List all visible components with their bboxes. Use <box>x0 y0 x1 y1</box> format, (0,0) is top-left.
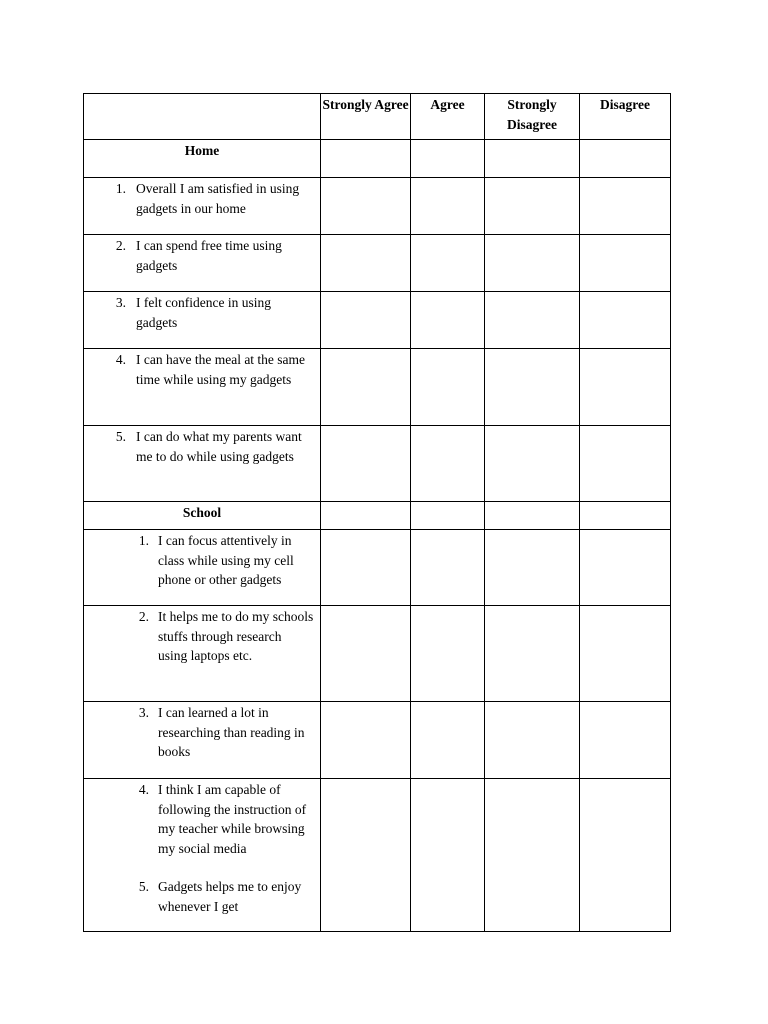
rating-cell[interactable] <box>321 140 411 178</box>
statement-text: I can learned a lot in researching than reading in books <box>158 705 305 759</box>
statement-cell <box>84 292 321 349</box>
table-row <box>84 349 671 426</box>
table-row <box>84 606 671 702</box>
item-number: 3. <box>115 295 126 310</box>
item-number: 2. <box>115 238 126 253</box>
item-number: 5. <box>138 879 149 894</box>
header-strongly-disagree: Strongly Disagree <box>485 94 580 140</box>
rating-cell[interactable] <box>580 292 671 349</box>
header-disagree: Disagree <box>580 94 671 140</box>
section-row-home <box>84 140 671 178</box>
survey-table <box>83 93 671 932</box>
rating-cell[interactable] <box>485 702 580 779</box>
rating-cell[interactable] <box>411 702 485 779</box>
rating-cell[interactable] <box>411 426 485 502</box>
rating-cell[interactable] <box>485 779 580 932</box>
rating-cell[interactable] <box>485 292 580 349</box>
statement-cell <box>84 779 321 932</box>
section-row-school <box>84 502 671 530</box>
header-strongly-agree: Strongly Agree <box>321 94 411 140</box>
statement-cell <box>84 349 321 426</box>
item-number: 4. <box>138 782 149 797</box>
statement-cell <box>84 702 321 779</box>
rating-cell[interactable] <box>321 292 411 349</box>
table-row <box>84 178 671 235</box>
rating-cell[interactable] <box>485 140 580 178</box>
table-row <box>84 702 671 779</box>
table-row <box>84 235 671 292</box>
rating-cell[interactable] <box>411 178 485 235</box>
rating-cell[interactable] <box>580 426 671 502</box>
rating-cell[interactable] <box>321 606 411 702</box>
statement-text: I can have the meal at the same time while using my gadgets <box>136 352 306 387</box>
item-number: 4. <box>115 352 126 367</box>
rating-cell[interactable] <box>321 702 411 779</box>
rating-cell[interactable] <box>485 530 580 606</box>
header-blank <box>84 94 321 140</box>
rating-cell[interactable] <box>321 426 411 502</box>
statement-text: It helps me to do my schools stuffs through research using laptops etc. <box>158 609 314 663</box>
table-row <box>84 779 671 932</box>
rating-cell[interactable] <box>411 530 485 606</box>
table-row <box>84 530 671 606</box>
rating-cell[interactable] <box>411 606 485 702</box>
table-row <box>84 292 671 349</box>
rating-cell[interactable] <box>411 502 485 530</box>
list-item <box>84 876 320 916</box>
rating-cell[interactable] <box>580 235 671 292</box>
section-title-home: Home <box>84 140 321 178</box>
rating-cell[interactable] <box>321 349 411 426</box>
rating-cell[interactable] <box>580 702 671 779</box>
item-number: 3. <box>138 705 149 720</box>
rating-cell[interactable] <box>485 502 580 530</box>
item-number: 1. <box>115 181 126 196</box>
statement-text: I can focus attentively in class while using my cell phone or other gadgets <box>158 533 294 587</box>
item-number: 1. <box>138 533 149 548</box>
statement-cell <box>84 530 321 606</box>
rating-cell[interactable] <box>580 140 671 178</box>
rating-cell[interactable] <box>580 779 671 932</box>
rating-cell[interactable] <box>411 779 485 932</box>
statement-text: I can spend free time using gadgets <box>136 238 282 273</box>
item-number: 5. <box>115 429 126 444</box>
rating-cell[interactable] <box>321 530 411 606</box>
rating-cell[interactable] <box>580 349 671 426</box>
rating-cell[interactable] <box>321 178 411 235</box>
statement-text: Gadgets helps me to enjoy whenever I get <box>158 879 302 914</box>
rating-cell[interactable] <box>411 140 485 178</box>
item-number: 2. <box>138 609 149 624</box>
header-row <box>84 94 671 140</box>
statement-text: I can do what my parents want me to do while using gadgets <box>136 429 302 464</box>
rating-cell[interactable] <box>580 606 671 702</box>
rating-cell[interactable] <box>321 779 411 932</box>
rating-cell[interactable] <box>580 530 671 606</box>
section-title-school: School <box>84 502 321 530</box>
rating-cell[interactable] <box>411 349 485 426</box>
statement-cell <box>84 235 321 292</box>
rating-cell[interactable] <box>485 235 580 292</box>
rating-cell[interactable] <box>580 502 671 530</box>
rating-cell[interactable] <box>321 502 411 530</box>
rating-cell[interactable] <box>485 426 580 502</box>
rating-cell[interactable] <box>411 235 485 292</box>
header-agree: Agree <box>411 94 485 140</box>
rating-cell[interactable] <box>411 292 485 349</box>
statement-text: Overall I am satisfied in using gadgets in our home <box>136 181 300 216</box>
rating-cell[interactable] <box>485 349 580 426</box>
statement-cell <box>84 606 321 702</box>
spacer <box>84 858 320 876</box>
statement-cell <box>84 426 321 502</box>
statement-text: I felt confidence in using gadgets <box>136 295 271 330</box>
rating-cell[interactable] <box>485 606 580 702</box>
list-item <box>84 779 320 858</box>
rating-cell[interactable] <box>485 178 580 235</box>
rating-cell[interactable] <box>321 235 411 292</box>
table-row <box>84 426 671 502</box>
statement-text: I think I am capable of following the instruction of my teacher while browsing my social media <box>158 782 307 856</box>
rating-cell[interactable] <box>580 178 671 235</box>
statement-cell <box>84 178 321 235</box>
